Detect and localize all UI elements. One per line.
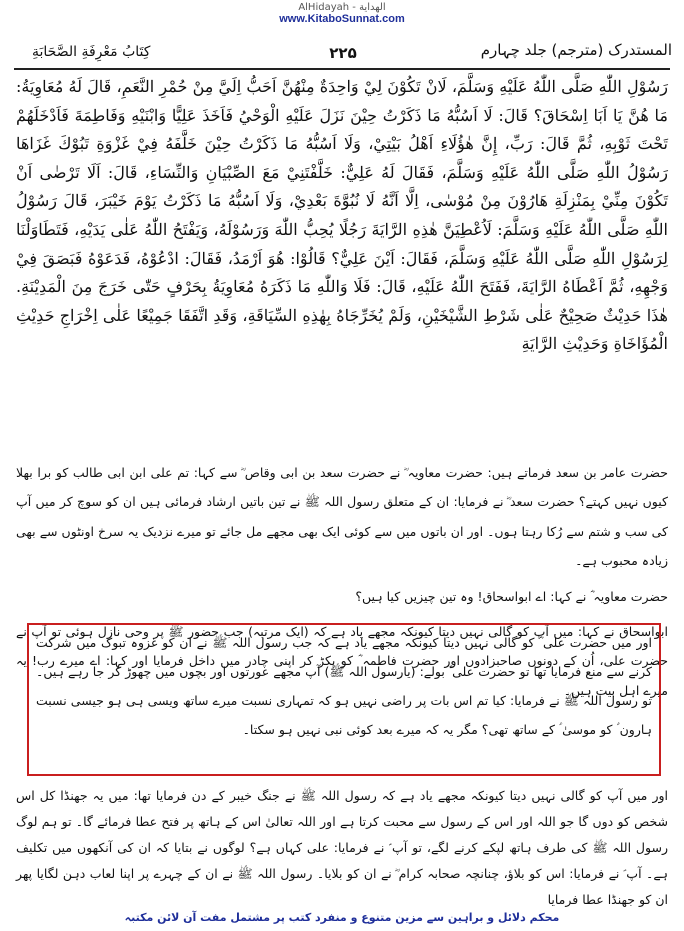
urdu-paragraph-1: حضرت عامر بن سعد فرماتے ہیں: حضرت معاویہ ؓ نے حضرت سعد بن ابی وقاص ؓ سے کہا: تم علی ابن ابی طالب کو برا بھلا کیوں نہیں کہتے؟ حضرت سعد ؓ نے فرمایا: ان کے متعلق رسول اللہ ﷺ نے تین باتیں ارشاد فرمائی ہیں ان کو سوچ کر میں آپ کی سب و شتم سے رُکا رہتا ہوں۔ اور ان باتوں میں سے کوئی ایک بھی مجھے مل جائے تو میرے نزدیک یہ سرخ اونٹوں سے بھی زیادہ محبوب ہے۔ bbox=[16, 465, 668, 569]
watermark-site-link[interactable]: www.KitaboSunnat.com bbox=[279, 13, 405, 25]
urdu-paragraph-3: ابواسحاق نے کہا: میں آپ کو گالی نہیں دیتا کیونکہ مجھے یاد ہے کہ (ایک مرتبہ) جب حضور ﷺ پر وحی نازل ہوئی تو آپ نے حضرت علی، اُن کے دونوں صاحبزادوں اور حضرت فاطمہ ؓ کو پکڑ کر اپنی چادر میں داخل فرمایا اور کہا: اے میرے رب! یہ میرے اہل بیت ہیں۔ bbox=[16, 624, 668, 698]
chapter-title: كِتَابُ مَعْرِفَةِ الصَّحَابَةِ bbox=[32, 44, 151, 60]
page-number: ۲۲۵ bbox=[329, 44, 357, 62]
urdu-paragraph-4: اور میں آپ کو گالی نہیں دیتا کیونکہ مجھے یاد ہے کہ رسول اللہ ﷺ نے جنگ خیبر کے دن فرمایا تھا: میں یہ جھنڈا کل اس شخص کو دوں گا جو اللہ اور اس کے رسول سے محبت کرتا ہے اور اللہ تعالیٰ اس کے ہاتھ پر فتح عطا فرمائے گا۔ تو ہم لوگ رسول اللہ ﷺ کی طرف ہاتھ لپکے کرنے لگے، تو آپ ؑ نے فرمایا: علی کہاں ہے؟ لوگوں نے بتایا کہ ان کی آنکھوں میں تکلیف ہے۔ آپ ؑ نے فرمایا: اس کو بلاؤ، چنانچہ صحابہ کرام ؓ نے ان کو بلایا۔ رسول اللہ ﷺ نے ان کے چہرے پر اپنا لعاب دہن لگایا پھر ان کو جھنڈا عطا فرمایا bbox=[16, 788, 668, 907]
footer-tagline: محکم دلائل و براہین سے مزین متنوع و منفرد کتب پر مشتمل مفت آن لائن مکتبہ bbox=[124, 911, 560, 924]
highlighted-paragraph: اور میں حضرت علی ؓ کو گالی نہیں دیتا کیونکہ مجھے یاد ہے کہ جب رسول اللہ ﷺ نے ان کو غزوہ تبوک میں شرکت کرنے سے منع فرمایا تھا تو حضرت علی ؓ بولے: (یارسول اللہ ﷺ) آپ مجھے عورتوں اور بچوں میں چھوڑ کر جا رہے ہیں۔ تو رسول اللہ ﷺ نے فرمایا: کیا تم اس بات پر راضی نہیں ہو کہ تمہاری نسبت میرے ساتھ ویسی ہی ہو جیسی نسبت ہارون ؑ کو موسیٰ ؑ کے ساتھ تھی؟ مگر یہ کہ میرے بعد کوئی نبی نہیں ہو سکتا۔ bbox=[36, 635, 652, 737]
header-divider bbox=[14, 68, 670, 70]
page-header bbox=[14, 41, 672, 64]
watermark-top: AlHidayah - الهداية bbox=[298, 2, 386, 13]
book-title: المستدرک (مترجم) جلد چہارم bbox=[480, 41, 672, 59]
arabic-hadith-text: رَسُوْلِ اللّٰهِ صَلَّى اللّٰهُ عَلَيْهِ وَسَلَّمَ، لَانْ تَكُوْنَ لِيْ وَاحِدَةٌ مِنْهُنَّ اَحَبُّ اِلَيَّ مِنْ حُمْرِ النَّعَمِ، قَالَ لَهُ مُعَاوِيَةُ: مَا هُنَّ يَا اَبَا اِسْحَاقَ؟ قَالَ: لَا اَسُبُّهُ مَا ذَكَرْتُ حِيْنَ نَزَلَ عَلَيْهِ الْوَحْيُ فَاَخَذَ عَلِيًّا وَابْنَيْهِ وَفَاطِمَةَ فَاَدْخَلَهُمْ تَحْتَ ثَوْبِهِ، ثُمَّ قَالَ: رَبِّ، إِنَّ هٰؤُلَاءِ اَهْلُ بَيْتِيْ، وَلَا اَسُبُّهُ مَا ذَكَرْتُ حِيْنَ خَلَّفَهُ فِيْ غَزْوَةِ تَبُوْكَ غَزَاهَا رَسُوْلُ اللّٰهِ صَلَّى اللّٰهُ عَلَيْهِ وَسَلَّمَ، فَقَالَ لَهُ عَلِيٌّ: خَلَّفْتَنِيْ مَعَ الصِّبْيَانِ وَالنِّسَاءِ، قَالَ: اَلَا تَرْضٰى اَنْ تَكُوْنَ مِنِّيْ بِمَنْزِلَةِ هَارُوْنَ مِنْ مُوْسٰى، اِلَّا اَنَّهُ لَا نُبُوَّةَ بَعْدِيْ، وَلَا اَسُبُّهُ مَا ذَكَرْتُ يَوْمَ خَيْبَرَ، قَالَ رَسُوْلُ اللّٰهِ صَلَّى اللّٰهُ عَلَيْهِ وَسَلَّمَ: لَاُعْطِيَنَّ هٰذِهِ الرَّايَةَ رَجُلًا يُحِبُّ اللّٰهَ وَرَسُوْلَهُ، وَيَفْتَحُ اللّٰهُ عَلٰى يَدَيْهِ، فَتَطَاوَلْنَا لِرَسُوْلِ اللّٰهِ صَلَّى اللّٰهُ عَلَيْهِ وَسَلَّمَ، فَقَالَ: اَيْنَ عَلِيٌّ؟ قَالُوْا: هُوَ اَرْمَدُ، فَقَالَ: ادْعُوْهُ، فَدَعَوْهُ فَبَصَقَ فِيْ وَجْهِهِ، ثُمَّ اَعْطَاهُ الرَّايَةَ، فَفَتَحَ اللّٰهُ عَلَيْهِ، قَالَ: فَلَا وَاللّٰهِ مَا ذَكَرَهُ مُعَاوِيَةُ بِحَرْفٍ حَتّٰى خَرَجَ مِنَ الْمَدِيْنَةِ. هٰذَا حَدِيْثٌ صَحِيْحٌ عَلٰى شَرْطِ الشَّيْخَيْنِ، وَلَمْ يُخَرِّجَاهُ بِهٰذِهِ السِّيَاقَةِ، وَقَدِ اتَّفَقَا جَمِيْعًا عَلٰى اِخْرَاجِ حَدِيْثِ الْمُؤَاخَاةِ وَحَدِيْثِ الرَّايَةِ bbox=[16, 77, 668, 354]
urdu-paragraph-2: حضرت معاویہ ؓ نے کہا: اے ابواسحاق! وہ تین چیزیں کیا ہیں؟ bbox=[355, 588, 668, 604]
